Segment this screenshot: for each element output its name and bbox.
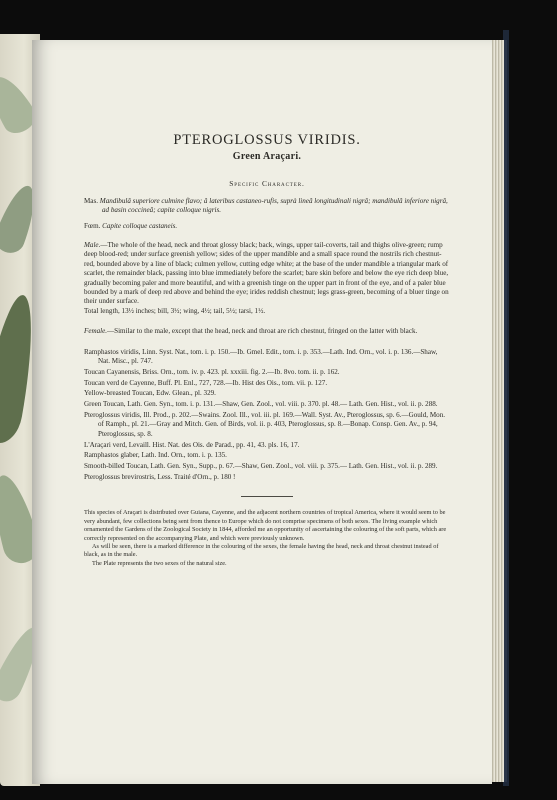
synonymy-references (84, 348, 450, 483)
foem-character (84, 222, 450, 231)
common-name: Green Araçari. (232, 151, 302, 162)
mas-text: Mandibulâ superiore culmine flavo; â lateribus castaneo-rufis, suprà lineâ longitudinali nigrâ; mandibulâ inferiore nigrâ, ad basin coccineâ; capite colloque nigris. (99, 196, 448, 215)
reference-entry: Yellow-breasted Toucan, Edw. Glean., pl. 329. (84, 389, 216, 398)
mas-character (84, 197, 450, 216)
reference-entry: Green Toucan, Lath. Gen. Syn., tom. i. p. 131.—Shaw, Gen. Zool., vol. viii. p. 370. pl. 48.— Lath. Gen. Hist., vol. ii. p. 288. (84, 400, 438, 409)
reference-entry: Toucan verd de Cayenne, Buff. Pl. Enl., 727, 728.—Ib. Hist des Ois., tom. vii. p. 127. (84, 378, 328, 387)
male-text: —The whole of the head, neck and throat glossy black; back, wings, upper tail-coverts, tail and thighs olive-green; rump deep blood-red; under surface greenish yellow; sides of the upper mandible and a small space round the nostrils rich chestnut-red, bounded above by a line of black; culmen yellow, cutting edge white; at the base of the under mandible a triangular mark of scarlet, the remainder black, passing into blue immediately before the scarlet; bare skin before and below the eye rich deep blue, gradually becoming paler and more beautiful, and with a greenish tinge on the upper part in front of the eye, and of a paler blue bounded by a mark of deep red above and behind the eye; irides reddish chestnut; legs grass-green, becoming of a bluer tinge on their under surface. (84, 241, 449, 306)
mas-label: Mas. (84, 196, 98, 205)
notes-paragraph: The Plate represents the two sexes of the natural size. (92, 559, 227, 567)
male-description (84, 241, 450, 316)
reference-entry: Toucan Cayanensis, Briss. Orn., tom. iv. p. 423. pl. xxxiii. fig. 2.—Ib. 8vo. tom. ii. p. 162. (84, 367, 340, 376)
female-description (84, 327, 450, 336)
page-content (84, 131, 450, 568)
reference-entry: Smooth-billed Toucan, Lath. Gen. Syn., Supp., p. 67.—Shaw, Gen. Zool., vol. viii. p. 375.— Lath. Gen. Hist., vol. ii. p. 289. (84, 462, 438, 471)
reference-entry: Ramphastos glaber, Lath. Ind. Orn., tom. i. p. 135. (84, 451, 227, 460)
text-page (32, 40, 492, 784)
reference-entry: Ramphastos viridis, Linn. Syst. Nat., tom. i. p. 150.—Ib. Gmel. Edit., tom. i. p. 353.—Lath. Ind. Orn., vol. i. p. 136.—Shaw, Nat. Misc., pl. 747. (84, 347, 438, 366)
female-label: Female. (84, 327, 108, 336)
section-divider (241, 496, 293, 497)
species-title: PTEROGLOSSUS VIRIDIS. (173, 132, 361, 148)
female-text: —Similar to the male, except that the head, neck and throat are rich chestnut, fringed on the latter with black. (107, 327, 418, 336)
reference-entry: L'Araçari verd, Levaill. Hist. Nat. des Ois. de Parad., pp. 41, 43. pls. 16, 17. (84, 440, 300, 449)
reference-entry: Pteroglossus viridis, Ill. Prod., p. 202.—Swains. Zool. Ill., vol. iii. pl. 169.—Wall. Syst. Av., Pteroglossus, sp. 6.—Gould, Mon. of Ramph., pl. 21.—Gray and Mitch. Gen. of Birds, vol. ii. p. 403, Pteroglossus, sp. 8.—Bonap. Consp. Gen. Av., p. 94, Pteroglossus, sp. 8. (84, 411, 446, 438)
species-notes (84, 509, 450, 568)
reference-entry: Pteroglossus brevirostris, Less. Traité d'Orn., p. 180 ! (84, 473, 236, 482)
notes-paragraph: This species of Araçari is distributed over Guiana, Cayenne, and the adjacent northern countries of tropical America, where it would seem to be very abundant, few collections being sent from thence to Europe which do not comprise specimens of both sexes. The living example which ornamented the Gardens of the Zoological Society in 1844, afforded me an opportunity of ascertaining the colouring of the soft parts, which are correctly represented on the accompanying Plate, and which were previously unknown. (84, 509, 447, 542)
foem-label: Fœm. (84, 221, 101, 230)
foem-text: Capite colloque castaneis. (102, 221, 178, 230)
specific-character-heading: Specific Character. (229, 179, 305, 189)
male-label: Male. (84, 241, 101, 250)
notes-paragraph: As will be seen, there is a marked difference in the colouring of the sexes, the female having the head, neck and throat chestnut instead of black, as in the male. (84, 542, 439, 559)
total-length: Total length, 13½ inches; bill, 3½; wing, 4½; tail, 5½; tarsi, 1½. (84, 306, 266, 315)
